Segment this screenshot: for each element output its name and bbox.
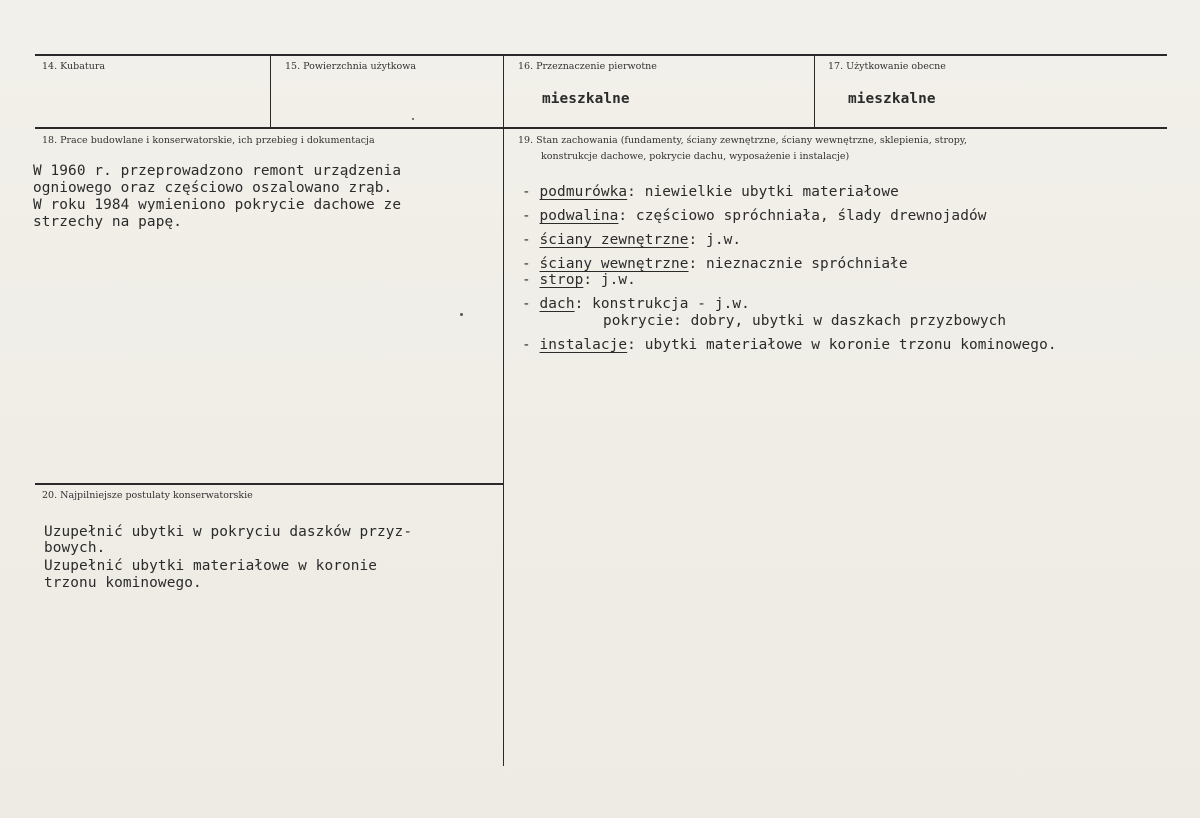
field-20-line: Uzupełnić ubytki w pokryciu daszków przyz- (44, 524, 413, 540)
field-18-line: W roku 1984 wymieniono pokrycie dachowe ze (33, 197, 402, 213)
field-20-line: bowych. (44, 540, 106, 556)
condition-item: - podmurówka: niewielkie ubytki materiałowe (522, 184, 899, 200)
paper-speck (460, 313, 463, 316)
condition-text: : niewielkie ubytki materiałowe (627, 184, 899, 200)
condition-item: - instalacje: ubytki materiałowe w koronie trzonu kominowego. (522, 337, 1057, 353)
condition-text: : ubytki materiałowe w koronie trzonu kominowego. (627, 337, 1057, 353)
condition-item: - dach: konstrukcja - j.w. (522, 296, 750, 312)
field-16-label: 16. Przeznaczenie pierwotne (518, 61, 657, 72)
field-18-line: W 1960 r. przeprowadzono remont urządzenia (33, 163, 402, 179)
condition-item-cont: pokrycie: dobry, ubytki w daszkach przyzbowych (603, 313, 1007, 329)
paper-speck (412, 118, 414, 120)
field18-bottom-rule (35, 483, 504, 485)
row1-bottom-rule (35, 127, 1167, 129)
condition-item: - ściany wewnętrzne: nieznacznie spróchniałe (522, 256, 908, 272)
field-16-value: mieszkalne (542, 91, 630, 107)
condition-text: : częściowo spróchniała, ślady drewnojadów (618, 208, 987, 224)
condition-key: strop (539, 272, 584, 288)
field-20-line: Uzupełnić ubytki materiałowe w koronie (44, 558, 378, 574)
condition-text: : konstrukcja - j.w. (574, 296, 750, 312)
condition-key: ściany wewnętrzne (539, 256, 689, 272)
condition-item: - strop: j.w. (522, 272, 636, 288)
field-19-label-cont: konstrukcje dachowe, pokrycie dachu, wyposażenie i instalacje) (541, 151, 850, 162)
field-14-label: 14. Kubatura (42, 61, 106, 72)
condition-item: - podwalina: częściowo spróchniała, ślady drewnojadów (522, 208, 987, 224)
condition-item: - ściany zewnętrzne: j.w. (522, 232, 742, 248)
field-17-label: 17. Użytkowanie obecne (828, 61, 946, 72)
field-18-line: ogniowego oraz częściowo oszalowano zrąb. (33, 180, 393, 196)
field-18-label: 18. Prace budowlane i konserwatorskie, ich przebieg i dokumentacja (42, 135, 375, 146)
vert-rule-3 (814, 54, 815, 128)
condition-key: podwalina (539, 208, 619, 224)
condition-text: : j.w. (688, 232, 742, 248)
field-20-label: 20. Najpilniejsze postulaty konserwatorskie (42, 490, 253, 501)
field-17-value: mieszkalne (848, 91, 936, 107)
vert-rule-2 (503, 54, 504, 766)
condition-key: dach (539, 296, 575, 312)
vert-rule-1 (270, 54, 271, 128)
field-18-line: strzechy na papę. (33, 214, 182, 230)
field-20-line: trzonu kominowego. (44, 575, 202, 591)
condition-key: ściany zewnętrzne (539, 232, 689, 248)
condition-text: : j.w. (583, 272, 636, 288)
condition-key: podmurówka (539, 184, 628, 200)
condition-text: : nieznacznie spróchniałe (688, 256, 908, 272)
field-19-label: 19. Stan zachowania (fundamenty, ściany zewnętrzne, ściany wewnętrzne, sklepienia, stropy, (518, 135, 967, 146)
top-rule (35, 54, 1167, 56)
condition-key: instalacje (539, 337, 628, 353)
field-15-label: 15. Powierzchnia użytkowa (285, 61, 417, 72)
